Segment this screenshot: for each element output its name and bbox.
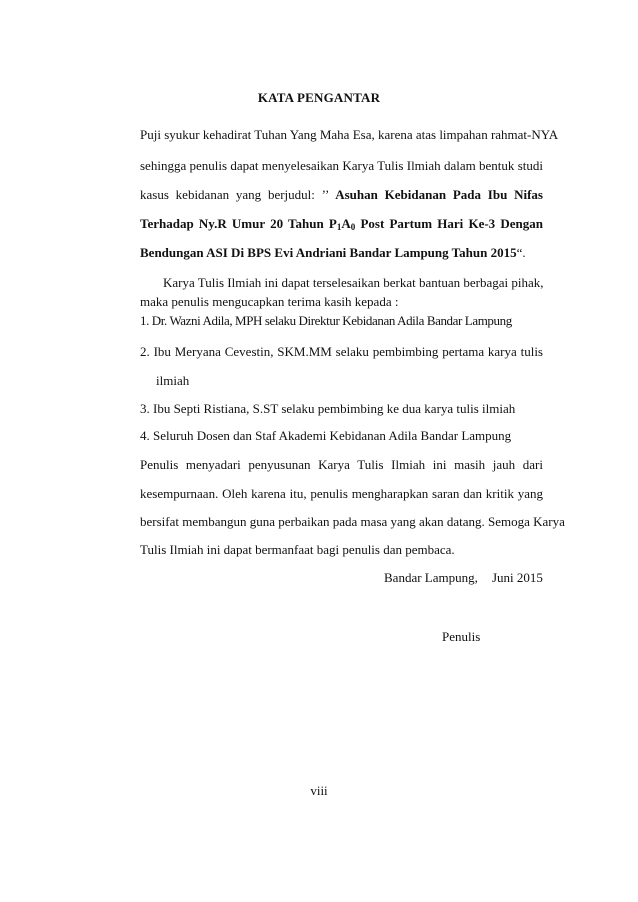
list-item-2-cont: ilmiah bbox=[156, 373, 190, 388]
list-item-1: 1. Dr. Wazni Adila, MPH selaku Direktur Kebidanan Adila Bandar Lampung bbox=[140, 313, 512, 328]
list-item-2: 2. Ibu Meryana Cevestin, SKM.MM selaku pembimbing pertama karya tulis bbox=[140, 344, 543, 359]
page-title: KATA PENGANTAR bbox=[257, 90, 381, 105]
thesis-title-part-2 bbox=[140, 216, 543, 235]
thesis-title-text-a: Terhadap Ny.R Umur 20 Tahun P bbox=[140, 216, 337, 231]
closing-line-3: bersifat membangun guna perbaikan pada masa yang akan datang. Semoga Karya bbox=[140, 514, 565, 529]
intro-line-2: sehingga penulis dapat menyelesaikan Karya Tulis Ilmiah dalam bentuk studi bbox=[140, 158, 543, 173]
signature-date: Juni 2015 bbox=[492, 570, 543, 585]
intro-line-3 bbox=[140, 187, 543, 203]
intro-line-3-text: kasus kebidanan yang berjudul: ’’ bbox=[140, 187, 329, 202]
thesis-title-part-3: Bendungan ASI Di BPS Evi Andriani Bandar Lampung Tahun 2015 bbox=[140, 245, 517, 260]
intro-line-5 bbox=[140, 245, 543, 261]
thesis-title-sub-1: 1 bbox=[336, 222, 342, 232]
para2-line-1: Karya Tulis Ilmiah ini dapat terselesaikan berkat bantuan berbagai pihak, bbox=[163, 275, 544, 290]
list-item-4: 4. Seluruh Dosen dan Staf Akademi Kebidanan Adila Bandar Lampung bbox=[140, 428, 512, 443]
closing-quote: “. bbox=[516, 245, 526, 260]
thesis-title-text-c: Post Partum Hari Ke-3 Dengan bbox=[355, 216, 543, 231]
signature-name: Penulis bbox=[442, 629, 481, 644]
thesis-title-sub-2: 0 bbox=[350, 222, 356, 232]
closing-line-4: Tulis Ilmiah ini dapat bermanfaat bagi penulis dan pembaca. bbox=[140, 542, 455, 557]
para2-line-2: maka penulis mengucapkan terima kasih kepada : bbox=[140, 294, 399, 309]
page-number: viii bbox=[310, 783, 328, 798]
thesis-title-part-1: Asuhan Kebidanan Pada Ibu Nifas bbox=[335, 187, 543, 202]
closing-line-2: kesempurnaan. Oleh karena itu, penulis mengharapkan saran dan kritik yang bbox=[140, 486, 543, 501]
thesis-title-text-b: A bbox=[341, 216, 351, 231]
intro-line-1: Puji syukur kehadirat Tuhan Yang Maha Esa, karena atas limpahan rahmat-NYA bbox=[140, 127, 559, 142]
signature-place: Bandar Lampung, bbox=[384, 570, 478, 585]
closing-line-1: Penulis menyadari penyusunan Karya Tulis Ilmiah ini masih jauh dari bbox=[140, 457, 543, 472]
list-item-3: 3. Ibu Septi Ristiana, S.ST selaku pembimbing ke dua karya tulis ilmiah bbox=[140, 401, 516, 416]
